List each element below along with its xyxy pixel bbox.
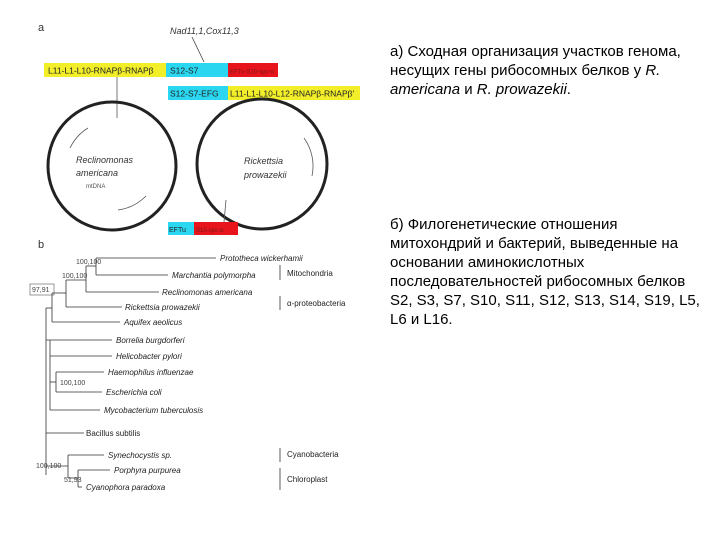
group-mito: Mitochondria <box>287 269 333 278</box>
circle-left-sub: mtDNA <box>86 184 106 190</box>
caption-a-species-1: R. americana <box>390 62 661 98</box>
bar-yellow-right-text: L11-L1-L10-L12-RNAPβ-RNAPβ' <box>230 88 355 99</box>
caption-a-conj: и <box>460 81 477 98</box>
taxon-label: Porphyra purpurea <box>114 466 181 475</box>
bootstrap-1: 100,100 <box>76 259 102 266</box>
taxon-label: Helicobacter pylori <box>116 352 182 361</box>
bootstrap-3: 97,91 <box>32 287 50 294</box>
bootstrap-6: 51,93 <box>64 477 82 484</box>
circle-right-name-1: Rickettsia <box>244 156 284 166</box>
arrow-left-circle-2 <box>118 196 146 210</box>
arrow-right-circle <box>304 138 313 176</box>
circle-left-name-1: Reclinomonas <box>76 155 134 165</box>
genome-circle-left <box>48 102 176 230</box>
bar-yellow-left-text: L11-L1-L10-RNAPβ-RNAPβ <box>48 65 154 76</box>
bar-cyan-top-text: S12-S7 <box>170 65 199 76</box>
group-alpha: α-proteobacteria <box>287 299 346 308</box>
caption-a-text: а) Сходная организация участков генома, несущих гены рибосомных белков у <box>390 43 681 79</box>
taxa-labels <box>86 254 303 492</box>
taxon-label: Reclinomonas americana <box>162 288 253 297</box>
group-chloro: Chloroplast <box>287 475 328 484</box>
bar-cyan-mid-text: S12-S7-EFG <box>170 88 219 99</box>
panel-b-label: b <box>38 239 45 251</box>
bootstrap-2: 100,100 <box>62 273 88 280</box>
taxon-label: Bacillus subtilis <box>86 429 141 438</box>
taxon-label: Synechocystis sp. <box>108 451 173 460</box>
caption-a-species-2: R. prowazekii <box>476 81 567 98</box>
bar-cyan-bottom-text: EFTu <box>169 227 186 234</box>
circle-right-name-2: prowazekii <box>244 170 287 180</box>
taxon-label: Borrelia burgdorferi <box>116 336 185 345</box>
taxon-label: Rickettsia prowazekii <box>125 303 200 312</box>
arrow-left-circle <box>70 128 88 148</box>
caption-b: б) Филогенетические отношения митохондрий и бактерий, выведенные на основании аминокислотных последовательностей рибосомных белков S2, S3, S7, S10, S11, S12, S13, S14, S19, L5, L6 и L16. <box>390 216 700 328</box>
taxon-label: Prototheca wickerhamii <box>220 254 303 263</box>
group-cyano: Cyanobacteria <box>287 450 339 459</box>
mito-top-label: Nad11,1,Cox11,3 <box>170 26 239 36</box>
taxon-label: Haemophilus influenzae <box>108 368 194 377</box>
taxon-label: Escherichia coli <box>106 388 162 397</box>
circle-left-name-2: americana <box>76 168 119 178</box>
taxon-label: Aquifex aeolicus <box>124 318 183 327</box>
caption-a <box>390 42 710 99</box>
bar-red-top-text: EFTu-S10-spc-α <box>230 69 274 76</box>
panel-a-label: a <box>38 22 45 34</box>
mito-top-line <box>192 37 204 62</box>
bootstrap-5: 100,100 <box>36 463 62 470</box>
taxon-label: Cyanophora paradoxa <box>86 483 166 492</box>
caption-a-end: . <box>566 81 571 98</box>
bar-red-bottom-text: S10-spc-α <box>196 228 224 234</box>
bootstrap-4: 100,100 <box>60 380 86 387</box>
taxon-label: Marchantia polymorpha <box>172 271 256 280</box>
taxon-label: Mycobacterium tuberculosis <box>104 406 204 415</box>
